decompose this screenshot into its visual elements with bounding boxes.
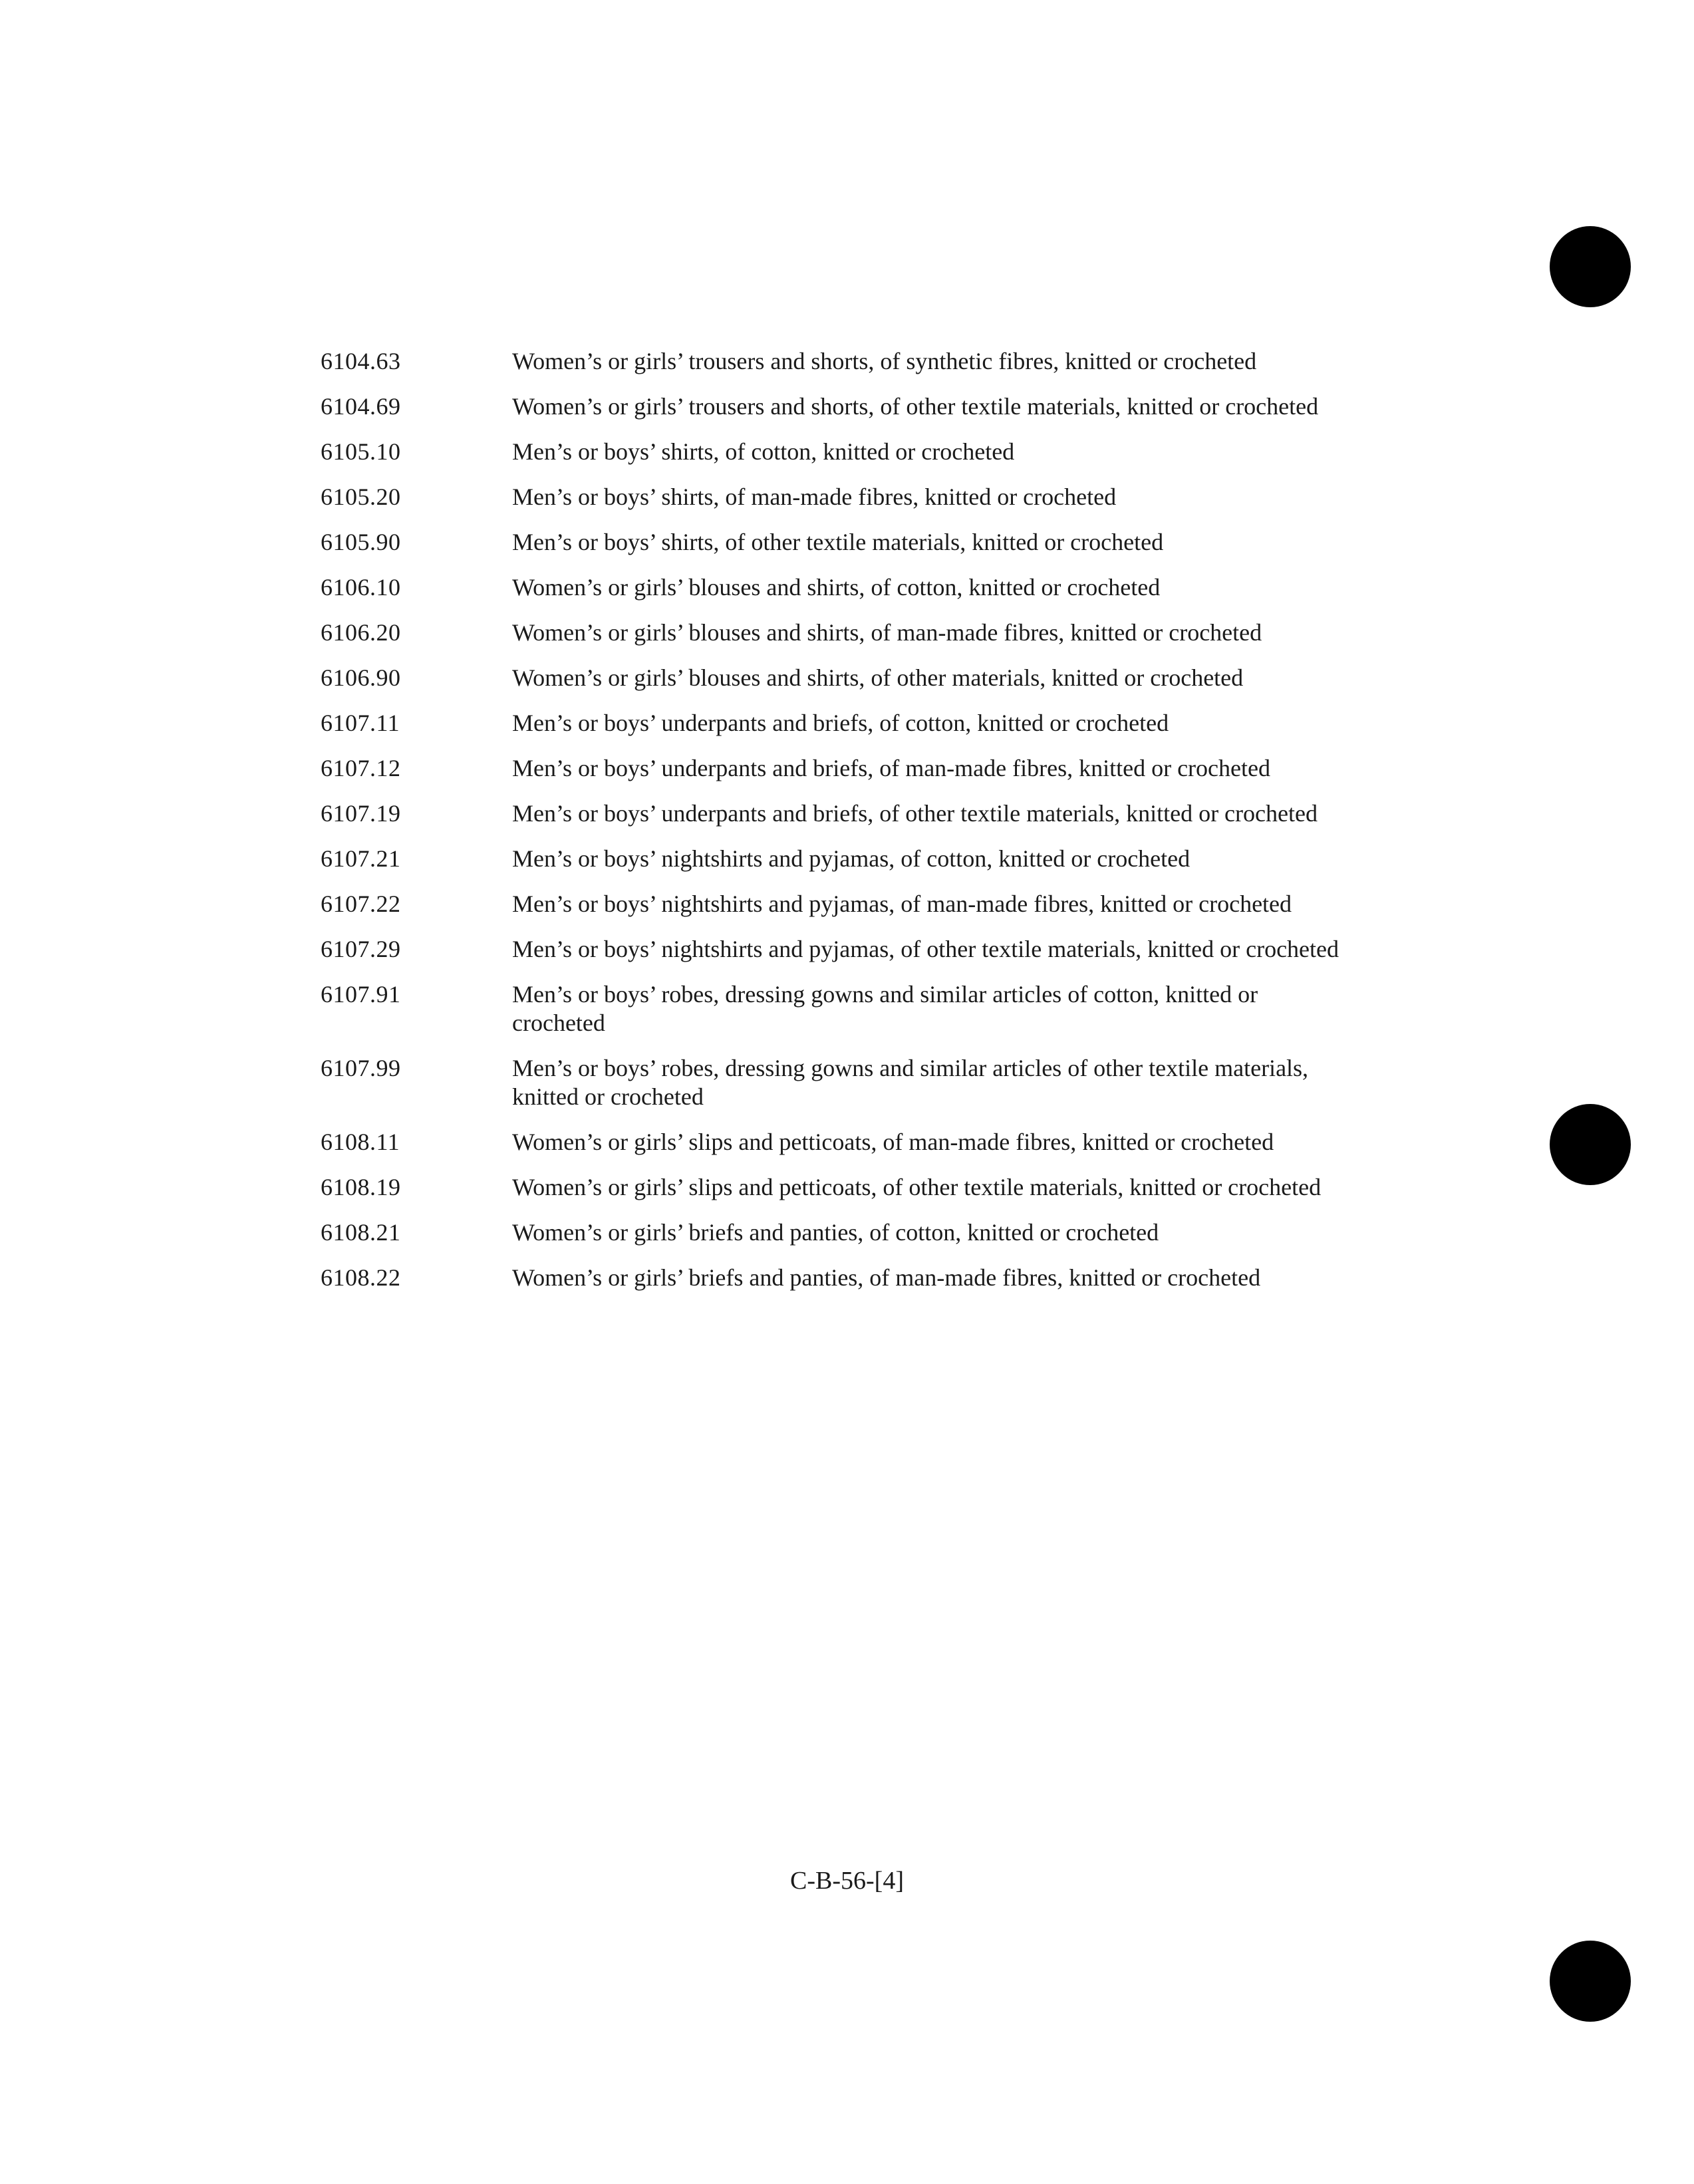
tariff-description: Men’s or boys’ underpants and briefs, of man-made fibres, knitted or crocheted xyxy=(512,755,1270,781)
tariff-code: 6106.90 xyxy=(321,664,401,691)
tariff-row xyxy=(321,664,1358,692)
tariff-code: 6107.22 xyxy=(321,890,401,917)
tariff-description: Women’s or girls’ slips and petticoats, of other textile materials, knitted or crocheted xyxy=(512,1174,1322,1200)
tariff-code: 6108.22 xyxy=(321,1264,401,1291)
tariff-code: 6106.20 xyxy=(321,619,401,646)
tariff-code: 6107.11 xyxy=(321,710,400,736)
tariff-code: 6104.69 xyxy=(321,393,401,420)
tariff-row xyxy=(321,1218,1358,1247)
tariff-code: 6107.12 xyxy=(321,755,401,781)
tariff-row xyxy=(321,573,1358,602)
tariff-code: 6105.10 xyxy=(321,438,401,465)
tariff-description: Men’s or boys’ underpants and briefs, of other textile materials, knitted or crocheted xyxy=(512,800,1318,827)
tariff-description: Men’s or boys’ nightshirts and pyjamas, of other textile materials, knitted or crocheted xyxy=(512,936,1340,962)
tariff-description: Women’s or girls’ blouses and shirts, of other materials, knitted or crocheted xyxy=(512,664,1244,691)
tariff-description: Women’s or girls’ slips and petticoats, of man-made fibres, knitted or crocheted xyxy=(512,1129,1274,1155)
tariff-row xyxy=(321,618,1358,647)
tariff-row xyxy=(321,1264,1358,1292)
tariff-description: Women’s or girls’ blouses and shirts, of man-made fibres, knitted or crocheted xyxy=(512,619,1262,646)
tariff-description: Women’s or girls’ trousers and shorts, of synthetic fibres, knitted or crocheted xyxy=(512,348,1257,374)
tariff-description: Women’s or girls’ briefs and panties, of cotton, knitted or crocheted xyxy=(512,1219,1159,1246)
tariff-code: 6108.11 xyxy=(321,1129,400,1155)
tariff-row xyxy=(321,438,1358,466)
tariff-row xyxy=(321,980,1358,1037)
tariff-description: Women’s or girls’ briefs and panties, of man-made fibres, knitted or crocheted xyxy=(512,1264,1261,1291)
tariff-row xyxy=(321,1173,1358,1202)
tariff-description: Men’s or boys’ robes, dressing gowns and similar articles of cotton, knitted or crocheted xyxy=(512,981,1258,1036)
page-number: C-B-56-[4] xyxy=(790,1867,904,1895)
tariff-row xyxy=(321,528,1358,557)
tariff-description: Men’s or boys’ nightshirts and pyjamas, of man-made fibres, knitted or crocheted xyxy=(512,890,1292,917)
tariff-code: 6105.20 xyxy=(321,483,401,510)
tariff-description: Men’s or boys’ nightshirts and pyjamas, of cotton, knitted or crocheted xyxy=(512,845,1191,872)
tariff-description: Women’s or girls’ trousers and shorts, of other textile materials, knitted or crocheted xyxy=(512,393,1319,420)
tariff-description: Men’s or boys’ underpants and briefs, of cotton, knitted or crocheted xyxy=(512,710,1169,736)
tariff-code: 6107.91 xyxy=(321,981,401,1008)
tariff-row xyxy=(321,1054,1358,1111)
tariff-row xyxy=(321,935,1358,964)
tariff-description: Men’s or boys’ shirts, of man-made fibres, knitted or crocheted xyxy=(512,483,1117,510)
tariff-row xyxy=(321,845,1358,873)
tariff-description: Men’s or boys’ shirts, of cotton, knitted or crocheted xyxy=(512,438,1015,465)
tariff-code: 6108.19 xyxy=(321,1174,401,1200)
tariff-row xyxy=(321,799,1358,828)
tariff-code: 6107.21 xyxy=(321,845,401,872)
tariff-description: Men’s or boys’ robes, dressing gowns and similar articles of other textile materials, knitted or crocheted xyxy=(512,1055,1309,1110)
tariff-description: Women’s or girls’ blouses and shirts, of cotton, knitted or crocheted xyxy=(512,574,1161,601)
tariff-row xyxy=(321,890,1358,918)
tariff-row xyxy=(321,709,1358,738)
tariff-code: 6107.19 xyxy=(321,800,401,827)
tariff-code: 6106.10 xyxy=(321,574,401,601)
tariff-code: 6104.63 xyxy=(321,348,401,374)
punch-hole-bottom xyxy=(1550,1941,1631,2022)
tariff-description: Men’s or boys’ shirts, of other textile materials, knitted or crocheted xyxy=(512,529,1164,555)
punch-hole-top xyxy=(1550,226,1631,307)
tariff-list xyxy=(321,347,1358,1309)
tariff-code: 6108.21 xyxy=(321,1219,401,1246)
tariff-code: 6105.90 xyxy=(321,529,401,555)
tariff-row xyxy=(321,347,1358,376)
tariff-row xyxy=(321,392,1358,421)
tariff-row xyxy=(321,1128,1358,1157)
punch-hole-middle xyxy=(1550,1104,1631,1185)
tariff-row xyxy=(321,754,1358,783)
tariff-row xyxy=(321,483,1358,511)
tariff-code: 6107.29 xyxy=(321,936,401,962)
tariff-code: 6107.99 xyxy=(321,1055,401,1081)
